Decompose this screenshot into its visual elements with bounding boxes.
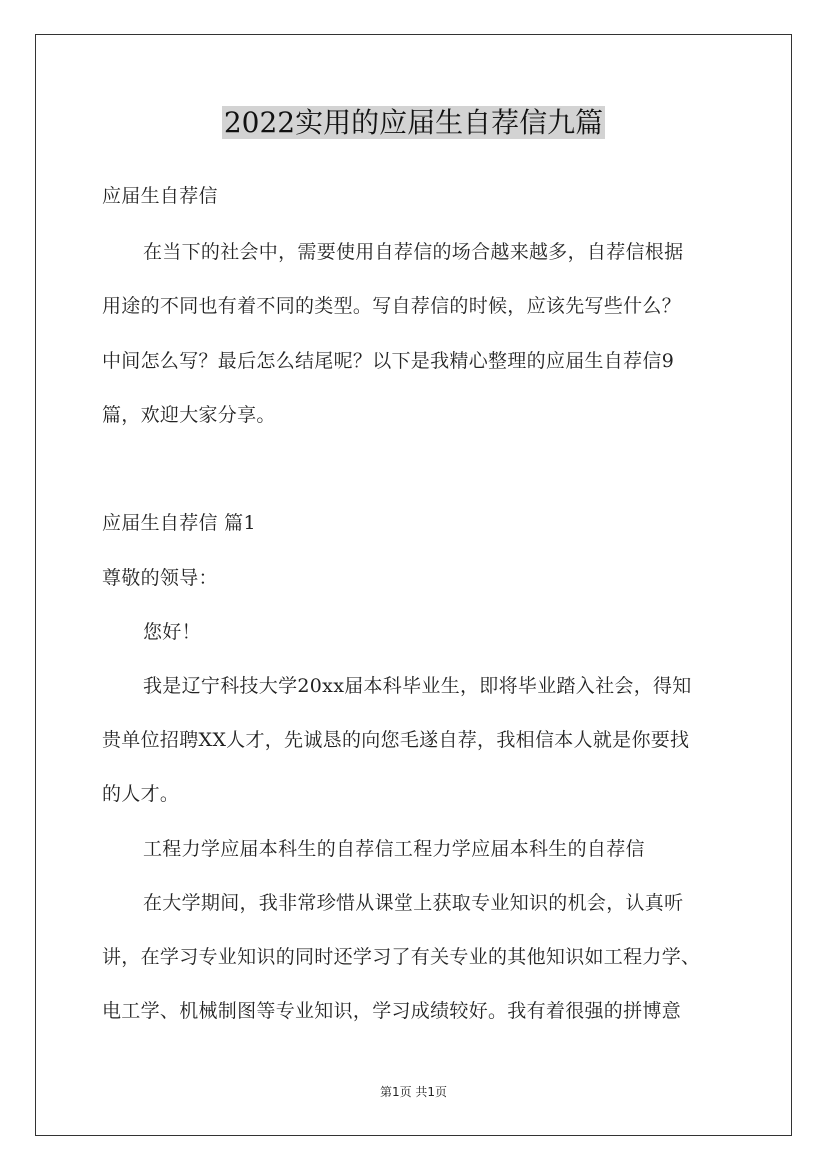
- section-heading: 应届生自荐信: [102, 185, 218, 207]
- paragraph-line: 电工学、机械制图等专业知识，学习成绩较好。我有着很强的拼博意: [102, 1000, 682, 1022]
- paragraph-line: 篇，欢迎大家分享。: [102, 404, 276, 426]
- paragraph-line: 我是辽宁科技大学20xx届本科毕业生，即将毕业踏入社会，得知: [143, 675, 692, 697]
- paragraph-line: 贵单位招聘XX人才，先诚恳的向您毛遂自荐，我相信本人就是你要找: [102, 729, 690, 751]
- page-footer: 第1页 共1页: [379, 1085, 448, 1099]
- paragraph-line: 用途的不同也有着不同的类型。写自荐信的时候，应该先写些什么？: [102, 295, 682, 317]
- paragraph-line: 讲，在学习专业知识的同时还学习了有关专业的其他知识如工程力学、: [102, 946, 701, 968]
- paragraph-line: 在大学期间，我非常珍惜从课堂上获取专业知识的机会，认真听: [143, 892, 684, 914]
- paragraph-line: 中间怎么写？最后怎么结尾呢？以下是我精心整理的应届生自荐信9: [102, 350, 675, 372]
- paragraph-line: 在当下的社会中，需要使用自荐信的场合越来越多，自荐信根据: [143, 241, 684, 263]
- greeting: 您好！: [143, 621, 201, 643]
- document-title: 2022实用的应届生自荐信九篇: [223, 106, 604, 139]
- salutation: 尊敬的领导：: [102, 567, 218, 589]
- paragraph-line: 工程力学应届本科生的自荐信工程力学应届本科生的自荐信: [143, 838, 645, 860]
- paragraph-line: 的人才。: [102, 783, 180, 805]
- section-heading: 应届生自荐信 篇1: [102, 512, 256, 534]
